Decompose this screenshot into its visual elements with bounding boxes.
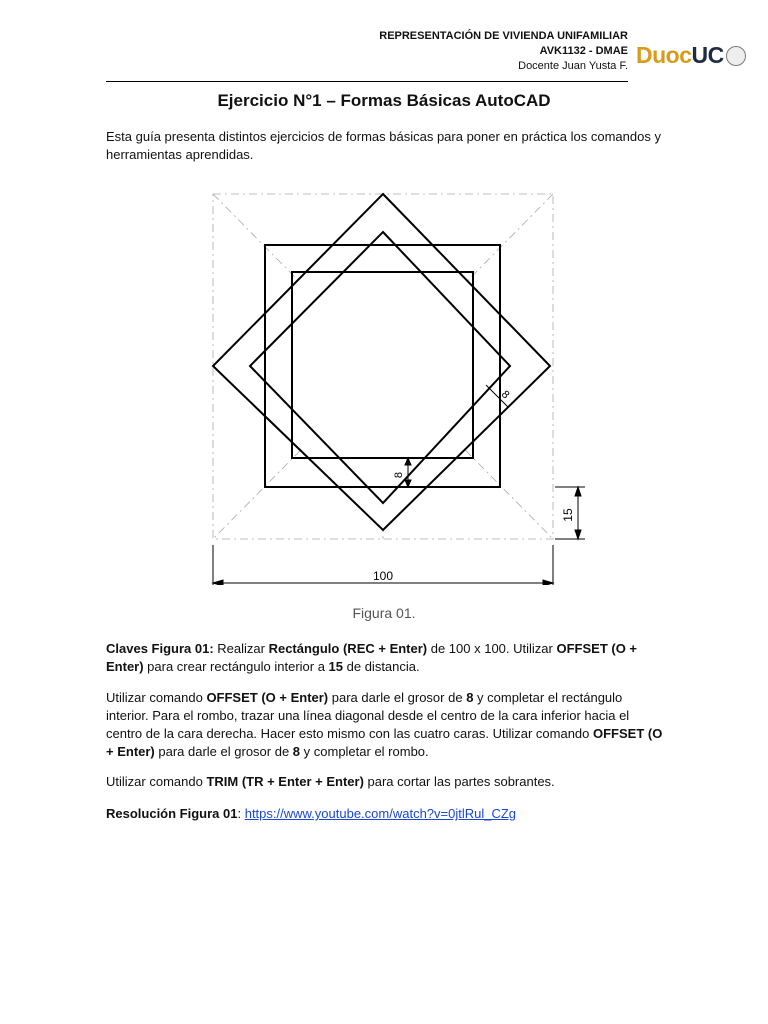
seal-icon [726, 46, 746, 66]
dim-label-offset: 15 [561, 508, 575, 522]
header-divider [106, 81, 628, 82]
course-title: REPRESENTACIÓN DE VIVIENDA UNIFAMILIAR [379, 30, 628, 42]
document-header [379, 29, 628, 74]
figure-01-drawing [200, 185, 600, 585]
text-span: y completar el rectángulo interior. Para el rombo, trazar una línea diagonal desde el centro de la cara inferior hacia el centro de la cara derecha. Hacer esto mismo con las cuatro caras. Utilizar comando [106, 690, 630, 741]
value-8: 8 [292, 744, 301, 759]
intro-paragraph: Esta guía presenta distintos ejercicios de formas básicas para poner en práctica los comandos y herramientas aprendidas. [106, 129, 661, 162]
dim-label-thickness-rhombus: 8 [498, 388, 512, 402]
logo-text-uc: UC [691, 42, 724, 68]
logo-text-duoc: Duoc [636, 42, 692, 68]
text-span: de 100 x 100. Utilizar [427, 641, 557, 656]
value-8: 8 [466, 690, 474, 705]
command-offset: OFFSET (O + Enter) [206, 690, 329, 705]
text-span: para crear rectángulo interior a [143, 659, 329, 674]
text-span: para darle el grosor de [154, 744, 293, 759]
text-span: Realizar [213, 641, 269, 656]
command-offset: OFFSET (O + Enter) [106, 641, 638, 674]
claves-paragraph [106, 640, 666, 676]
trim-paragraph [106, 773, 666, 791]
command-rec: Rectángulo (REC + Enter) [268, 641, 428, 656]
youtube-link[interactable]: https://www.youtube.com/watch?v=0jtlRul_CZg [244, 806, 517, 821]
command-trim: TRIM (TR + Enter + Enter) [206, 774, 364, 789]
claves-label: Claves Figura 01: [106, 641, 214, 656]
page-title: Ejercicio N°1 – Formas Básicas AutoCAD [217, 91, 551, 110]
text-span: para darle el grosor de [328, 690, 467, 705]
text-span: para cortar las partes sobrantes. [363, 774, 555, 789]
duoc-uc-logo [636, 42, 746, 69]
resolution-label: Resolución Figura 01 [106, 806, 238, 821]
course-code: AVK1132 - DMAE [539, 45, 628, 57]
text-span: de distancia. [343, 659, 420, 674]
text-span: Utilizar comando [106, 774, 207, 789]
value-15: 15 [328, 659, 344, 674]
resolution-paragraph [106, 805, 666, 823]
teacher-name: Docente Juan Yusta F. [518, 60, 628, 72]
figure-shapes [213, 194, 550, 530]
figure-caption: Figura 01. [352, 605, 416, 621]
offset-paragraph [106, 689, 666, 761]
text-span: y completar el rombo. [300, 744, 429, 759]
dim-label-width: 100 [372, 569, 394, 583]
text-span: : [237, 806, 245, 821]
text-span: Utilizar comando [106, 690, 207, 705]
command-offset: OFFSET (O + Enter) [106, 726, 663, 759]
dim-label-thickness-square: 8 [393, 471, 405, 479]
